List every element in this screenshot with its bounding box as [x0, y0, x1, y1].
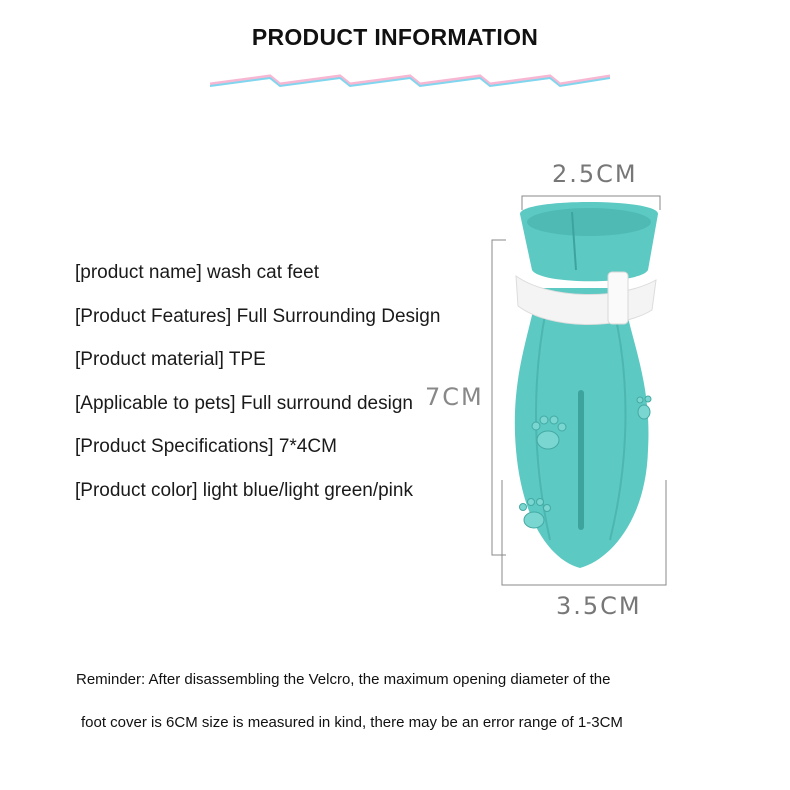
page-title: PRODUCT INFORMATION [251, 24, 539, 50]
zigzag-divider [210, 70, 610, 92]
spec-list [75, 262, 440, 523]
reminder-line-2: foot cover is 6CM size is measured in kind, there may be an error range of 1-3CM [81, 714, 623, 731]
cat-foot-cover-image [480, 190, 680, 590]
spec-product-specifications: [Product Specifications] 7*4CM [75, 436, 337, 457]
spec-product-color: [Product color] light blue/light green/pink [75, 479, 413, 501]
spec-product-material: [Product material] TPE [75, 349, 266, 370]
dimension-top-width: 2.5CM [552, 160, 638, 188]
spec-product-name: [product name] wash cat feet [75, 262, 319, 283]
spec-applicable-pets: [Applicable to pets] Full surround design [75, 392, 413, 414]
dimension-height: 7CM [425, 383, 484, 411]
spec-product-features: [Product Features] Full Surrounding Design [75, 305, 441, 327]
dimension-bottom-width: 3.5CM [556, 592, 642, 620]
reminder-line-1: Reminder: After disassembling the Velcro, the maximum opening diameter of the [76, 671, 611, 688]
